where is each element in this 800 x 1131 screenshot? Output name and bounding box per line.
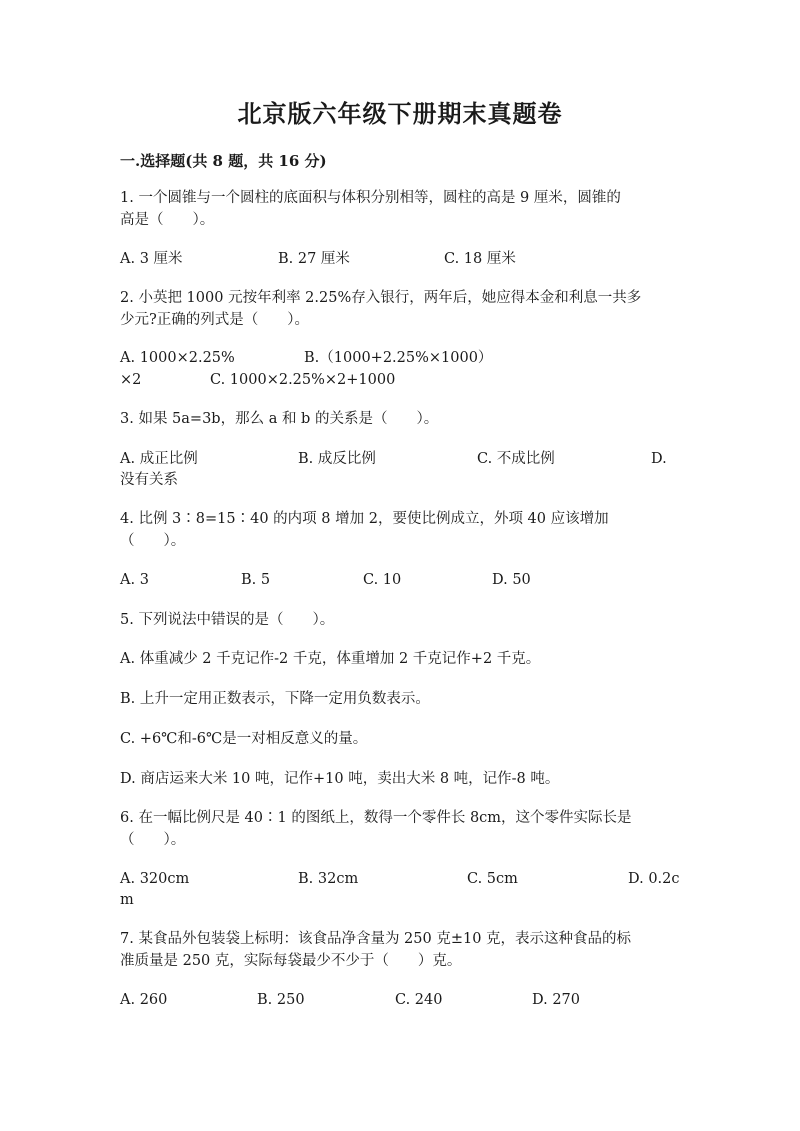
question-3-option-a: A. 成正比例 xyxy=(120,451,198,467)
question-5-option-a: A. 体重减少 2 千克记作-2 千克，体重增加 2 千克记作+2 千克。 xyxy=(120,651,541,667)
question-5-stem xyxy=(120,609,680,631)
question-7-line-2: 准质量是 250 克，实际每袋最少不少于（ ）克。 xyxy=(120,953,462,969)
question-5-option-b: B. 上升一定用正数表示，下降一定用负数表示。 xyxy=(120,691,430,707)
question-1-option-c: C. 18 厘米 xyxy=(444,251,516,267)
question-6-line-1: 6. 在一幅比例尺是 40∶1 的图纸上，数得一个零件长 8cm，这个零件实际长是 xyxy=(120,810,632,826)
question-2-option-c: C. 1000×2.25%×2+1000 xyxy=(210,372,396,388)
question-7-option-a: A. 260 xyxy=(120,992,168,1008)
question-3-option-d: D. xyxy=(651,451,667,467)
section-heading: 一.选择题(共 8 题，共 16 分) xyxy=(120,152,327,170)
question-3-stem xyxy=(120,408,680,430)
question-5-option-c: C. +6℃和-6℃是一对相反意义的量。 xyxy=(120,731,368,747)
question-6-option-d-cont: m xyxy=(120,892,134,908)
question-3-option-c: C. 不成比例 xyxy=(477,451,555,467)
question-4-line-1: 4. 比例 3∶8=15∶40 的内项 8 增加 2，要使比例成立，外项 40 应该增加 xyxy=(120,511,609,527)
question-7-stem xyxy=(120,928,680,972)
question-5-option-d: D. 商店运来大米 10 吨，记作+10 吨，卖出大米 8 吨，记作-8 吨。 xyxy=(120,771,560,787)
question-2-option-b: B.（1000+2.25%×1000） xyxy=(304,350,493,366)
question-4-option-d: D. 50 xyxy=(492,572,531,588)
question-2-option-a: A. 1000×2.25% xyxy=(120,350,235,366)
question-6-option-c: C. 5cm xyxy=(467,871,518,887)
question-2-line-2: 少元?正确的列式是（ ）。 xyxy=(120,312,310,328)
question-4-option-c: C. 10 xyxy=(363,572,402,588)
question-3-option-b: B. 成反比例 xyxy=(298,451,376,467)
question-5-line-1: 5. 下列说法中错误的是（ ）。 xyxy=(120,612,335,628)
question-1-line-2: 高是（ ）。 xyxy=(120,212,215,228)
question-1-stem xyxy=(120,187,680,231)
question-2-stem xyxy=(120,287,680,331)
question-7-option-d: D. 270 xyxy=(532,992,581,1008)
question-1-line-1: 1. 一个圆锥与一个圆柱的底面积与体积分别相等，圆柱的高是 9 厘米，圆锥的 xyxy=(120,190,621,206)
question-3-line-1: 3. 如果 5a=3b，那么 a 和 b 的关系是（ ）。 xyxy=(120,411,439,427)
question-6-line-2: （ ）。 xyxy=(120,832,186,848)
question-3-option-d-cont: 没有关系 xyxy=(120,472,178,488)
question-7-line-1: 7. 某食品外包装袋上标明：该食品净含量为 250 克±10 克，表示这种食品的标 xyxy=(120,931,632,947)
question-4-option-b: B. 5 xyxy=(241,572,271,588)
question-2-option-b-cont: ×2 xyxy=(120,372,142,388)
question-2-line-1: 2. 小英把 1000 元按年利率 2.25%存入银行，两年后，她应得本金和利息一共多 xyxy=(120,290,642,306)
question-7-option-c: C. 240 xyxy=(395,992,443,1008)
page-title: 北京版六年级下册期末真题卷 xyxy=(237,99,563,128)
question-6-option-d: D. 0.2c xyxy=(628,871,680,887)
question-1-option-a: A. 3 厘米 xyxy=(120,251,183,267)
question-4-option-a: A. 3 xyxy=(120,572,149,588)
question-7-option-b: B. 250 xyxy=(257,992,305,1008)
question-4-stem xyxy=(120,508,680,552)
question-4-line-2: （ ）。 xyxy=(120,533,186,549)
question-6-option-a: A. 320cm xyxy=(120,871,190,887)
question-6-stem xyxy=(120,807,680,851)
question-6-option-b: B. 32cm xyxy=(298,871,359,887)
question-1-option-b: B. 27 厘米 xyxy=(278,251,350,267)
